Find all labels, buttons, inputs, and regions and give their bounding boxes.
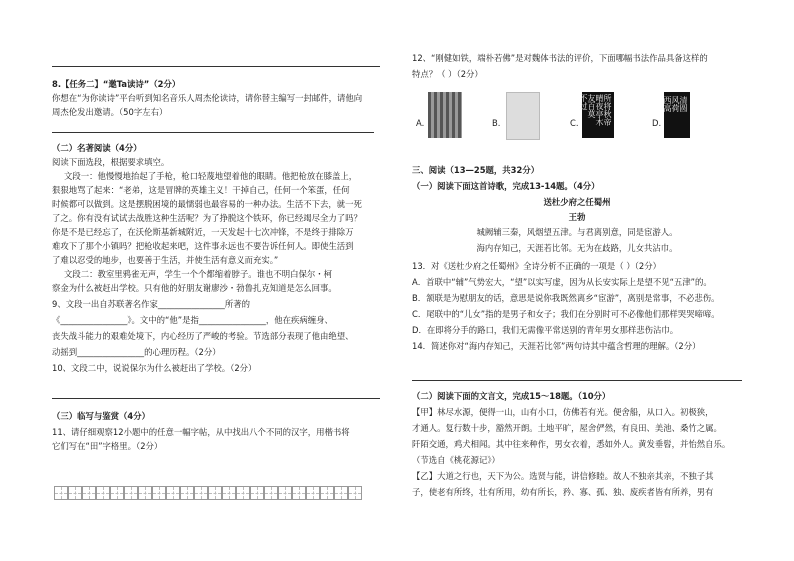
calligraphy-text: 清圆 bbox=[679, 96, 688, 112]
q13-option-b: B．颔联是为慰朋友的话，意思是说你我既然离乡“宦游”，离别是常事，不必悲伤。 bbox=[412, 293, 720, 303]
section-title-reading3: 三、阅读（13—25题，共32分） bbox=[412, 165, 540, 175]
option-a-label[interactable]: A. bbox=[416, 118, 425, 128]
passage-line: 了难以忍受的地步，也要善于生活，并使生活有意义而充实。” bbox=[52, 255, 279, 265]
passage-line: 难攻下了那个小镇吗？把枪收起来吧，这件事永远也不要告诉任何人。即使生活到 bbox=[52, 241, 354, 251]
tianzige-grid[interactable] bbox=[54, 486, 362, 500]
wenyan-line: （节选自《桃花源记》） bbox=[412, 455, 500, 465]
tianzige-cell[interactable] bbox=[264, 486, 278, 500]
q14: 14．简述你对“海内存知己，天涯若比邻”两句诗其中蕴含哲理的理解。（2分） bbox=[412, 341, 701, 351]
q9-line: 9、文段一出自苏联著名作家________________所著的 bbox=[52, 299, 250, 309]
tianzige-cell[interactable] bbox=[320, 486, 334, 500]
calligraphy-image-b bbox=[506, 92, 540, 140]
wenyan-line: 才通人。复行数十步，豁然开朗。土地平旷，屋舍俨然，有良田、美池、桑竹之属。 bbox=[412, 423, 722, 433]
q12-line: 12、“刚健如铁，端朴若佛”是对魏体书法的评价，下面哪幅书法作品具备这样的 bbox=[412, 53, 708, 63]
wenyan-line: 【乙】大道之行也，天下为公。选贤与能，讲信修睦。故人不独亲其亲，不独子其 bbox=[412, 471, 714, 481]
calligraphy-text: 西高 bbox=[663, 96, 672, 112]
passage-line: 了之。你有没有试试去战胜这种生活呢？为了挣脱这个铁环，你已经竭尽全力了吗？ bbox=[52, 213, 362, 223]
tianzige-cell[interactable] bbox=[292, 486, 306, 500]
wenyan-line: 阡陌交通，鸡犬相闻。其中往来种作，男女衣着，悉如外人。黄发垂髫，并怡然自乐。 bbox=[412, 439, 731, 449]
tianzige-cell[interactable] bbox=[348, 486, 362, 500]
tianzige-cell[interactable] bbox=[68, 486, 82, 500]
calligraphy-text: 友百莫 bbox=[587, 94, 596, 118]
tianzige-cell[interactable] bbox=[82, 486, 96, 500]
poem-line: 海内存知己，天涯若比邻。无为在歧路，儿女共沾巾。 bbox=[476, 243, 678, 253]
q13-option-a: A．首联中“辅”气势宏大，“望”以实写虚，因为从长安实际上是望不见“五津”的。 bbox=[412, 277, 712, 287]
section-rule bbox=[412, 380, 742, 381]
calligraphy-text: 不过 bbox=[579, 94, 588, 110]
tianzige-cell[interactable] bbox=[138, 486, 152, 500]
tianzige-cell[interactable] bbox=[54, 486, 68, 500]
tianzige-cell[interactable] bbox=[180, 486, 194, 500]
q13-option-c: C．尾联中的“儿女”指的是男子和女子；我们在分别时可不必像他们那样哭哭啼啼。 bbox=[412, 309, 720, 319]
tianzige-cell[interactable] bbox=[236, 486, 250, 500]
calligraphy-text: 风荷 bbox=[671, 96, 680, 112]
poem-line: 城阙辅三秦，风烟望五津。与君离别意，同是宦游人。 bbox=[476, 227, 678, 237]
tianzige-cell[interactable] bbox=[306, 486, 320, 500]
q9-line: 丧失战斗能力的艰难处境下，内心经历了严峻的考验。节选部分表现了他由绝望、 bbox=[52, 331, 354, 341]
tianzige-cell[interactable] bbox=[110, 486, 124, 500]
passage-line: 察金为什么被赶出学校。只有他的好朋友谢廖沙・勃鲁扎克知道是怎么回事。 bbox=[52, 283, 337, 293]
subsection-title-poem: （一）阅读下面这首诗歌，完成13-14题。（4分） bbox=[412, 181, 600, 191]
tianzige-cell[interactable] bbox=[208, 486, 222, 500]
section-intro: 阅读下面选段，根据要求填空。 bbox=[52, 157, 170, 167]
tianzige-cell[interactable] bbox=[278, 486, 292, 500]
calligraphy-image-a bbox=[428, 92, 462, 138]
q11-line: 11、请仔细观察12小题中的任意一幅字帖，从中找出八个不同的汉字，用楷书将 bbox=[52, 427, 350, 437]
option-b-label[interactable]: B. bbox=[492, 118, 501, 128]
answer-rule bbox=[52, 132, 374, 133]
q10: 10、文段二中，说说保尔为什么被赶出了学校。（2分） bbox=[52, 363, 257, 373]
q8-line: 周杰伦发出邀请。（50字左右） bbox=[52, 107, 168, 117]
passage-line: 文段一：他慢慢地抬起了手枪，枪口轻蔑地望着他的眼睛。他把枪放在膝盖上， bbox=[64, 171, 358, 181]
tianzige-cell[interactable] bbox=[334, 486, 348, 500]
wenyan-line: 子，使老有所终，壮有所用，幼有所长，矜、寡、孤、独、废疾者皆有所养，男有 bbox=[412, 487, 714, 497]
q8-title: 8.【任务二】“邀Ta读诗”（2分） bbox=[52, 79, 181, 89]
section-rule bbox=[52, 398, 380, 399]
q12-line: 特点？（ ）（2分） bbox=[412, 69, 483, 79]
passage-line: 时候都可以做到。这是摆脱困境的最懦弱也最容易的一种办法。生活不下去，就一死 bbox=[52, 199, 362, 209]
tianzige-cell[interactable] bbox=[194, 486, 208, 500]
q13-title: 13．对《送杜少府之任蜀州》全诗分析不正确的一项是（ ）（2分） bbox=[412, 261, 661, 271]
option-c-label[interactable]: C. bbox=[570, 118, 579, 128]
tianzige-cell[interactable] bbox=[152, 486, 166, 500]
passage-line: 文段二：教室里鸦雀无声，学生一个个都缩着脖子。谁也不明白保尔・柯 bbox=[64, 269, 332, 279]
wenyan-line: 【甲】林尽水源，便得一山，山有小口，仿佛若有光。便舍船，从口入。初极狭， bbox=[412, 407, 714, 417]
section-title-reading: （二）名著阅读（4分） bbox=[52, 143, 142, 153]
calligraphy-text: 晴夜亭木 bbox=[595, 94, 604, 126]
subsection-title-wenyan: （二）阅读下面的文言文，完成15～18题。（10分） bbox=[412, 391, 611, 401]
calligraphy-text: 所将秋帝 bbox=[603, 94, 612, 126]
q9-line: 动摇到________________的心理历程。（2分） bbox=[52, 347, 221, 357]
q11-line: 它们写在“田”字格里。（2分） bbox=[52, 441, 163, 451]
passage-line: 你是不是已经忘了，在沃伦斯基新城附近，一天发起十七次冲锋，不是终于排除万 bbox=[52, 227, 354, 237]
tianzige-cell[interactable] bbox=[166, 486, 180, 500]
poem-author: 王勃 bbox=[568, 212, 586, 222]
poem-title: 送杜少府之任蜀州 bbox=[543, 197, 611, 207]
q9-line: 《________________》。文中的“他”是指________________，他在疾病缠身、 bbox=[52, 315, 333, 325]
calligraphy-image-c bbox=[579, 92, 614, 138]
q13-option-d: D．在即将分手的路口，我们无需像平常送别的青年男女那样悲伤沾巾。 bbox=[412, 325, 679, 335]
option-d-label[interactable]: D. bbox=[652, 118, 662, 128]
tianzige-cell[interactable] bbox=[250, 486, 264, 500]
tianzige-cell[interactable] bbox=[124, 486, 138, 500]
q8-line: 你想在“为你读诗”平台听到知名音乐人周杰伦读诗，请你替主编写一封邮件，请他向 bbox=[52, 93, 363, 103]
tianzige-cell[interactable] bbox=[222, 486, 236, 500]
section-title-calligraphy: （三）临写与鉴赏（4分） bbox=[52, 411, 150, 421]
tianzige-cell[interactable] bbox=[96, 486, 110, 500]
top-rule bbox=[52, 66, 380, 67]
passage-line: 狠狠地骂了起来：“老弟，这是冒牌的英雄主义！干掉自己，任何一个笨蛋，任何 bbox=[52, 185, 350, 195]
calligraphy-image-d bbox=[664, 92, 690, 138]
